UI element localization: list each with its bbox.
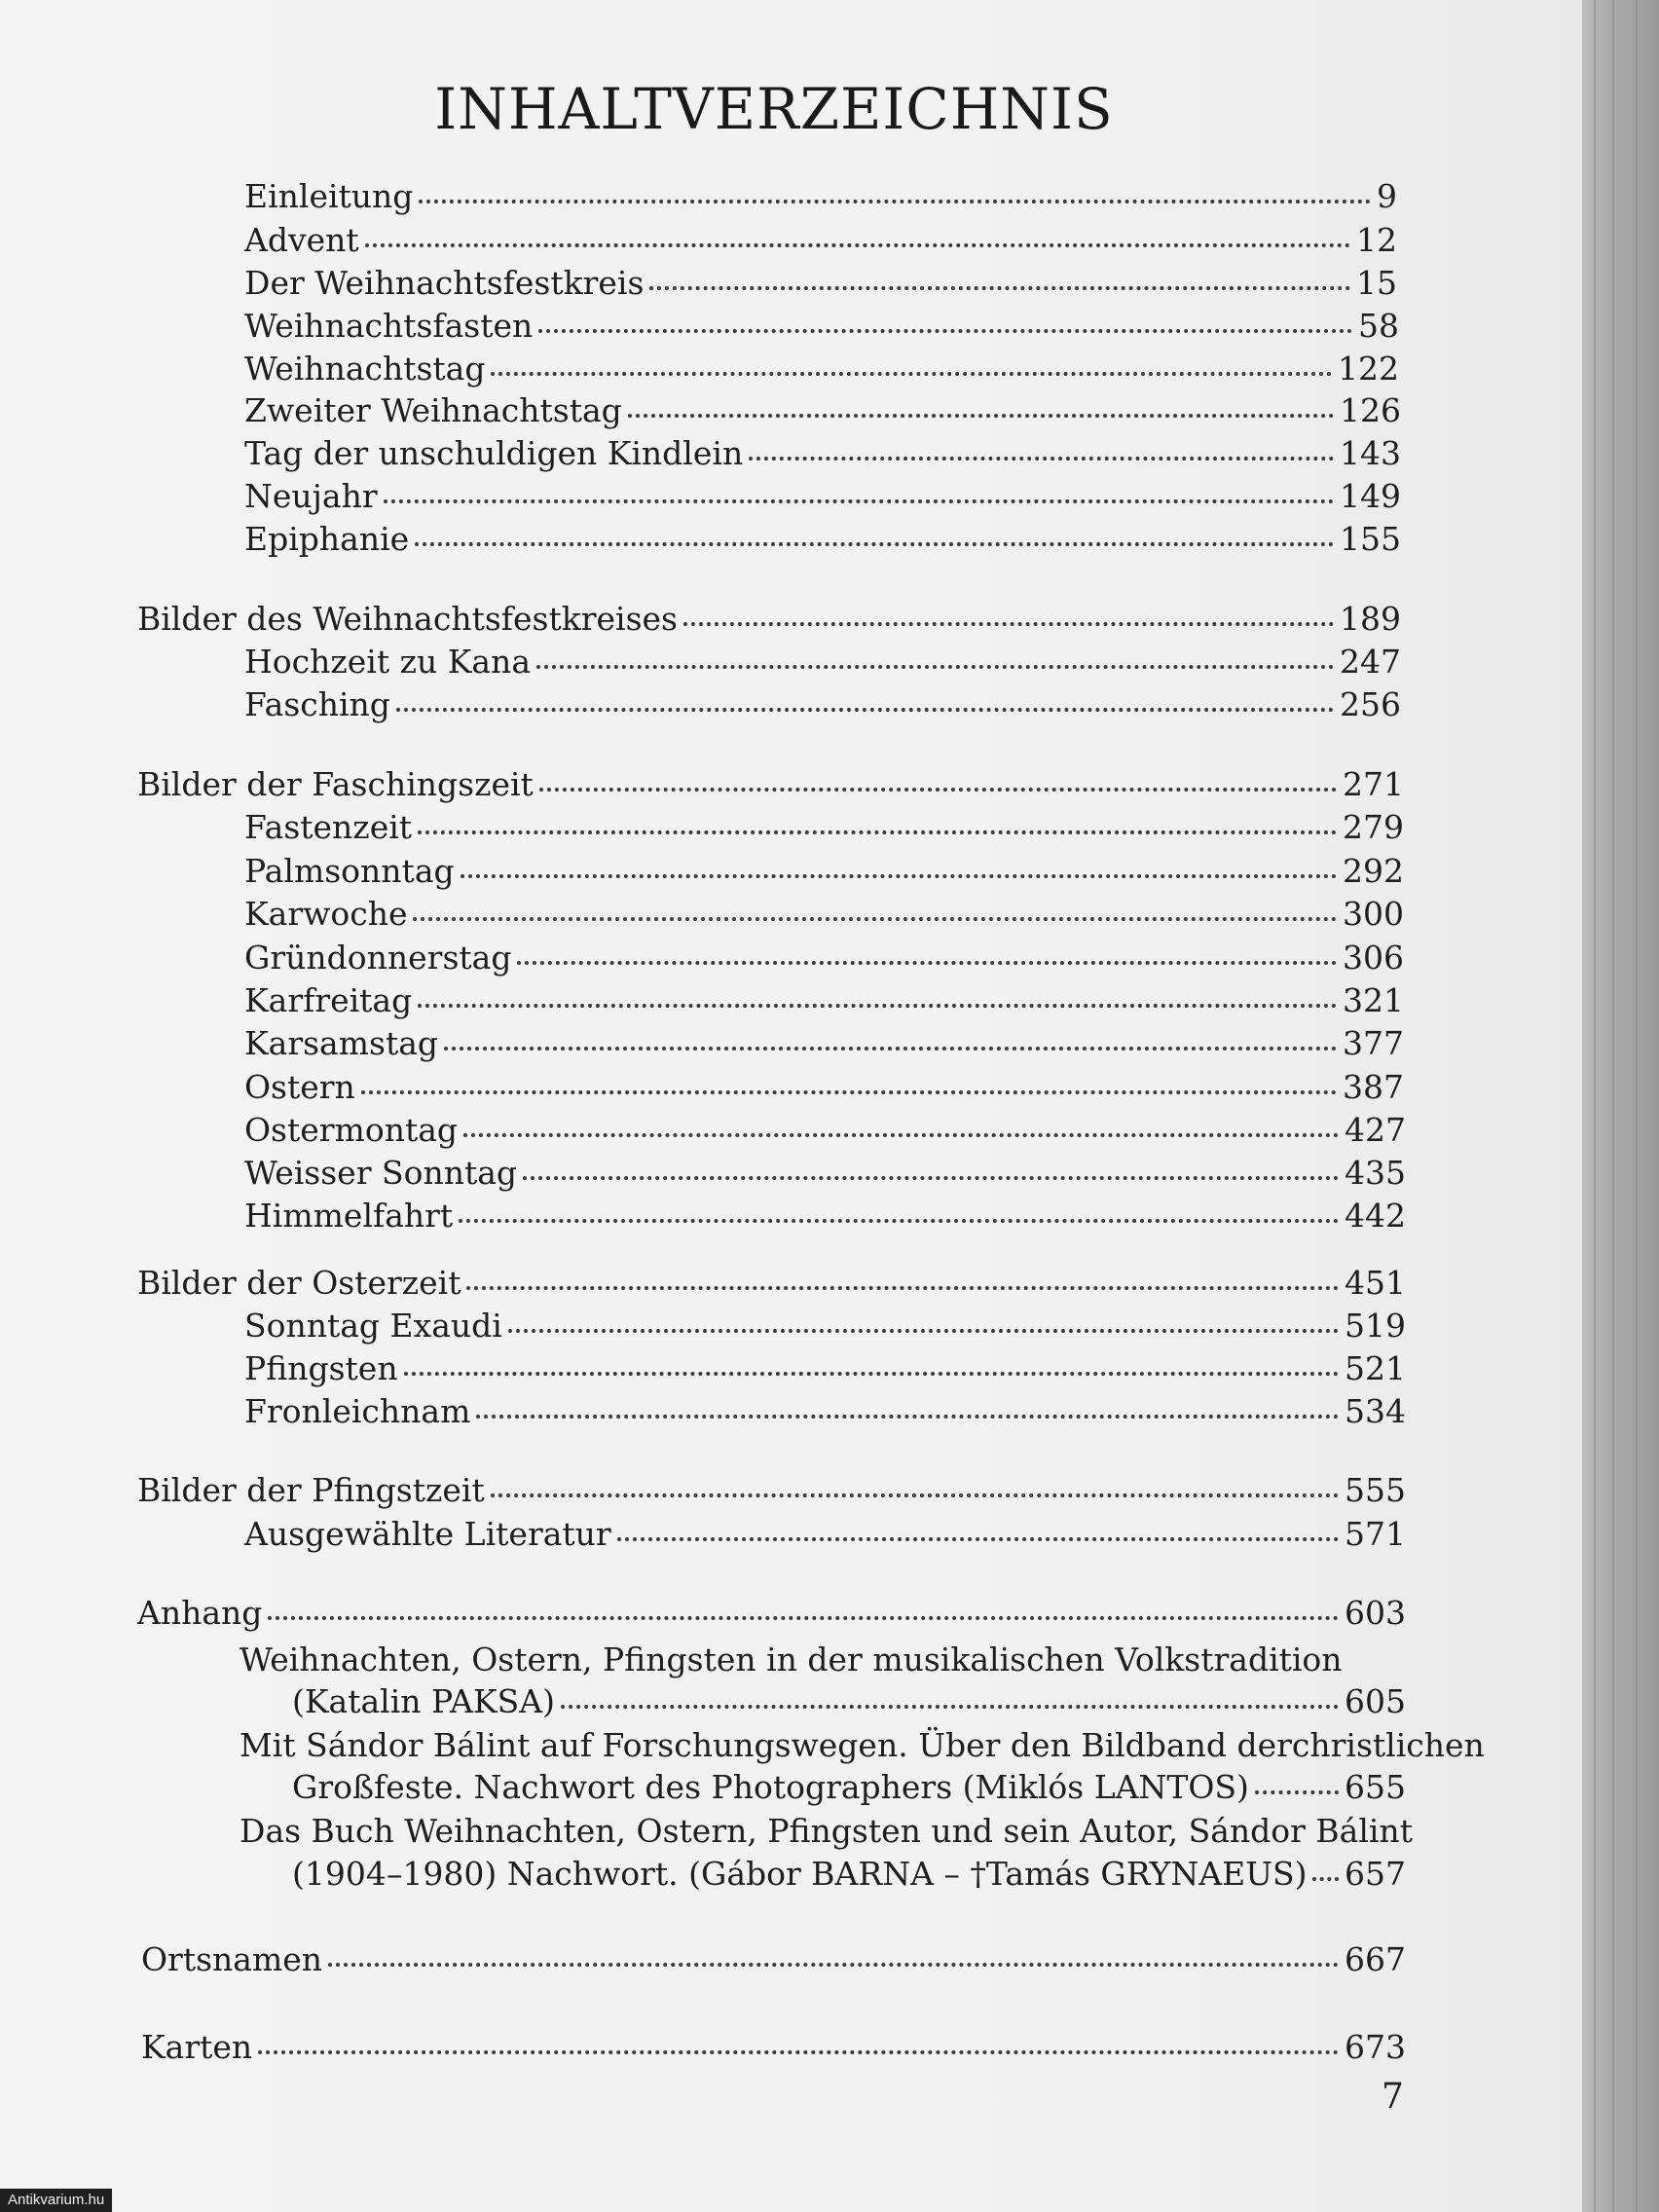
toc-leader [418,817,1337,834]
toc-leader [749,443,1334,461]
toc-entry [244,683,1401,726]
toc-leader [539,774,1337,792]
toc-entry [244,1513,1406,1556]
toc-entry-title: Weisser Sonntag [244,1154,518,1192]
toc-entry [244,1195,1406,1237]
toc-leader [1255,1777,1339,1794]
toc-entry-page: 58 [1358,307,1399,345]
toc-entry-page: 571 [1345,1515,1406,1553]
toc-entry [244,1066,1404,1109]
toc-leader [617,1524,1339,1541]
toc-entry [244,1022,1404,1065]
toc-entry [244,893,1404,936]
toc-entry-title: Hochzeit zu Kana [244,643,531,681]
toc-entry-title: Fronleichnam [244,1392,471,1430]
toc-entry-title: Bilder der Faschingszeit [137,765,534,803]
toc-entry [244,175,1397,218]
toc-entry-page: 605 [1345,1682,1406,1720]
toc-entry [244,937,1404,979]
toc-entry-title: Bilder der Pfingstzeit [137,1471,485,1509]
toc-entry-page: 321 [1343,981,1404,1019]
toc-entry-title: Der Weihnachtsfestkreis [244,264,645,302]
toc-entry-title: Einleitung [244,177,414,215]
toc-entry [244,1305,1406,1347]
toc-entry-page: 15 [1356,264,1397,302]
toc-entry-title: Großfeste. Nachwort des Photographers (Miklós LANTOS) [292,1768,1249,1806]
toc-leader [413,903,1337,921]
toc-entry [244,518,1401,561]
toc-entry [244,1109,1406,1152]
toc-leader [268,1603,1339,1620]
toc-leader [538,315,1352,333]
toc-leader [561,1691,1339,1709]
toc-leader [536,651,1334,669]
toc-entry [244,348,1399,390]
toc-entry-page: 667 [1345,1940,1406,1978]
toc-section [141,1938,1406,1981]
toc-entry-title: (1904–1980) Nachwort. (Gábor BARNA – †Tamás GRYNAEUS) [292,1855,1308,1893]
toc-entry [292,1853,1406,1896]
toc-entry-title: Karfreitag [244,981,413,1019]
toc-leader [649,273,1350,290]
toc-leader [683,608,1334,626]
toc-leader [404,1358,1339,1376]
toc-entry [292,1680,1406,1723]
toc-entry-page: 122 [1338,350,1399,387]
toc-entry-page: 189 [1340,600,1401,638]
toc-entry [244,806,1404,849]
toc-wrapped-title: Weihnachten, Ostern, Pfingsten in der musikalischen Volkstradition [240,1641,1343,1678]
toc-entry-title: Ortsnamen [141,1940,323,1978]
toc-entry-page: 279 [1343,808,1404,846]
toc-leader [419,186,1371,203]
toc-entry [244,389,1401,432]
toc-entry-page: 534 [1345,1392,1406,1430]
toc-entry-page: 451 [1345,1264,1406,1302]
toc-leader [415,529,1334,546]
toc-entry-title: Karwoche [244,895,408,933]
toc-entry-title: Weihnachtsfasten [244,307,534,345]
toc-entry [244,475,1401,518]
toc-entry [244,305,1399,348]
toc-section [137,598,1401,641]
toc-leader [628,400,1334,418]
toc-entry-page: 435 [1345,1154,1406,1192]
toc-leader [258,2037,1339,2054]
toc-section [137,1262,1406,1305]
toc-entry [244,641,1401,683]
toc-wrapped-title: Das Buch Weihnachten, Ostern, Pfingsten und sein Autor, Sándor Bálint [240,1812,1413,1850]
toc-entry [244,1152,1406,1195]
toc-entry-title: Karsamstag [244,1024,438,1062]
site-watermark: Antikvarium.hu [0,2189,112,2212]
toc-wrapped-title: Mit Sándor Bálint auf Forschungswegen. Über den Bildband derchristlichen [240,1726,1485,1764]
toc-entry-title: Bilder des Weihnachtsfestkreises [137,600,678,638]
toc-entry-page: 377 [1343,1024,1404,1062]
page-number: 7 [1382,2077,1404,2117]
toc-entry-title: Sonntag Exaudi [244,1307,502,1345]
toc-entry-page: 292 [1343,852,1404,890]
toc-entry-page: 9 [1377,177,1397,215]
toc-leader [461,861,1337,878]
toc-entry [244,979,1404,1022]
toc-entry-page: 657 [1345,1855,1406,1893]
toc-entry [292,1766,1406,1809]
toc-entry-title: Ausgewählte Literatur [244,1515,611,1553]
toc-section [137,1469,1406,1512]
toc-entry-title: (Katalin PAKSA) [292,1682,555,1720]
toc-leader [517,947,1337,965]
toc-entry-page: 300 [1343,895,1404,933]
toc-entry-page: 12 [1356,221,1397,259]
toc-leader [476,1401,1339,1419]
toc-leader [523,1162,1339,1180]
toc-entry-page: 306 [1343,939,1404,977]
toc-section [141,2026,1406,2069]
toc-leader [384,486,1334,503]
toc-entry-title: Pfingsten [244,1349,398,1387]
toc-entry-page: 555 [1345,1471,1406,1509]
toc-leader [361,1077,1337,1094]
toc-entry-title: Fasching [244,685,390,723]
toc-entry-page: 387 [1343,1068,1404,1106]
toc-entry-title: Gründonnerstag [244,939,512,977]
toc-entry-page: 519 [1345,1307,1406,1345]
toc-entry-page: 126 [1340,391,1401,429]
toc-entry-title: Bilder der Osterzeit [137,1264,461,1302]
toc-entry-title: Karten [141,2028,253,2066]
toc-entry [244,850,1404,893]
page-title: INHALTVERZEICHNIS [434,76,1114,142]
toc-entry-page: 673 [1345,2028,1406,2066]
toc-entry-page: 256 [1340,685,1401,723]
toc-leader [459,1205,1339,1223]
toc-entry-title: Advent [244,221,359,259]
toc-entry [244,1347,1406,1390]
toc-entry-title: Zweiter Weihnachtstag [244,391,622,429]
toc-entry-page: 603 [1345,1594,1406,1632]
toc-section [137,1592,1406,1635]
toc-entry-page: 427 [1345,1111,1406,1149]
toc-entry-page: 271 [1343,765,1404,803]
toc-entry-page: 155 [1340,520,1401,558]
toc-leader [328,1949,1339,1967]
toc-entry-title: Palmsonntag [244,852,455,890]
toc-entry-page: 521 [1345,1349,1406,1387]
toc-leader [1312,1863,1339,1881]
toc-entry-title: Anhang [137,1594,263,1632]
toc-leader [491,1480,1339,1497]
toc-entry-page: 247 [1340,643,1401,681]
toc-entry-page: 143 [1340,434,1401,472]
toc-entry-page: 442 [1345,1197,1406,1235]
toc-entry [244,219,1397,262]
toc-entry [244,262,1397,305]
toc-leader [444,1033,1337,1051]
toc-entry-page: 655 [1345,1768,1406,1806]
toc-leader [396,694,1334,712]
toc-entry-title: Ostern [244,1068,355,1106]
toc-entry-page: 149 [1340,477,1401,515]
toc-entry-title: Neujahr [244,477,378,515]
toc-leader [508,1315,1339,1333]
toc-leader [491,358,1332,376]
toc-leader [463,1120,1339,1137]
toc-section [137,763,1404,806]
toc-leader [365,230,1350,247]
toc-entry [244,432,1401,475]
toc-entry [244,1390,1406,1433]
toc-leader [466,1272,1339,1290]
toc-entry-title: Ostermontag [244,1111,459,1149]
toc-leader [418,990,1337,1008]
toc-entry-title: Tag der unschuldigen Kindlein [244,434,744,472]
toc-entry-title: Himmelfahrt [244,1197,454,1235]
toc-entry-title: Epiphanie [244,520,410,558]
book-binding-edge [1582,0,1659,2212]
toc-entry-title: Fastenzeit [244,808,413,846]
toc-entry-title: Weihnachtstag [244,350,486,387]
